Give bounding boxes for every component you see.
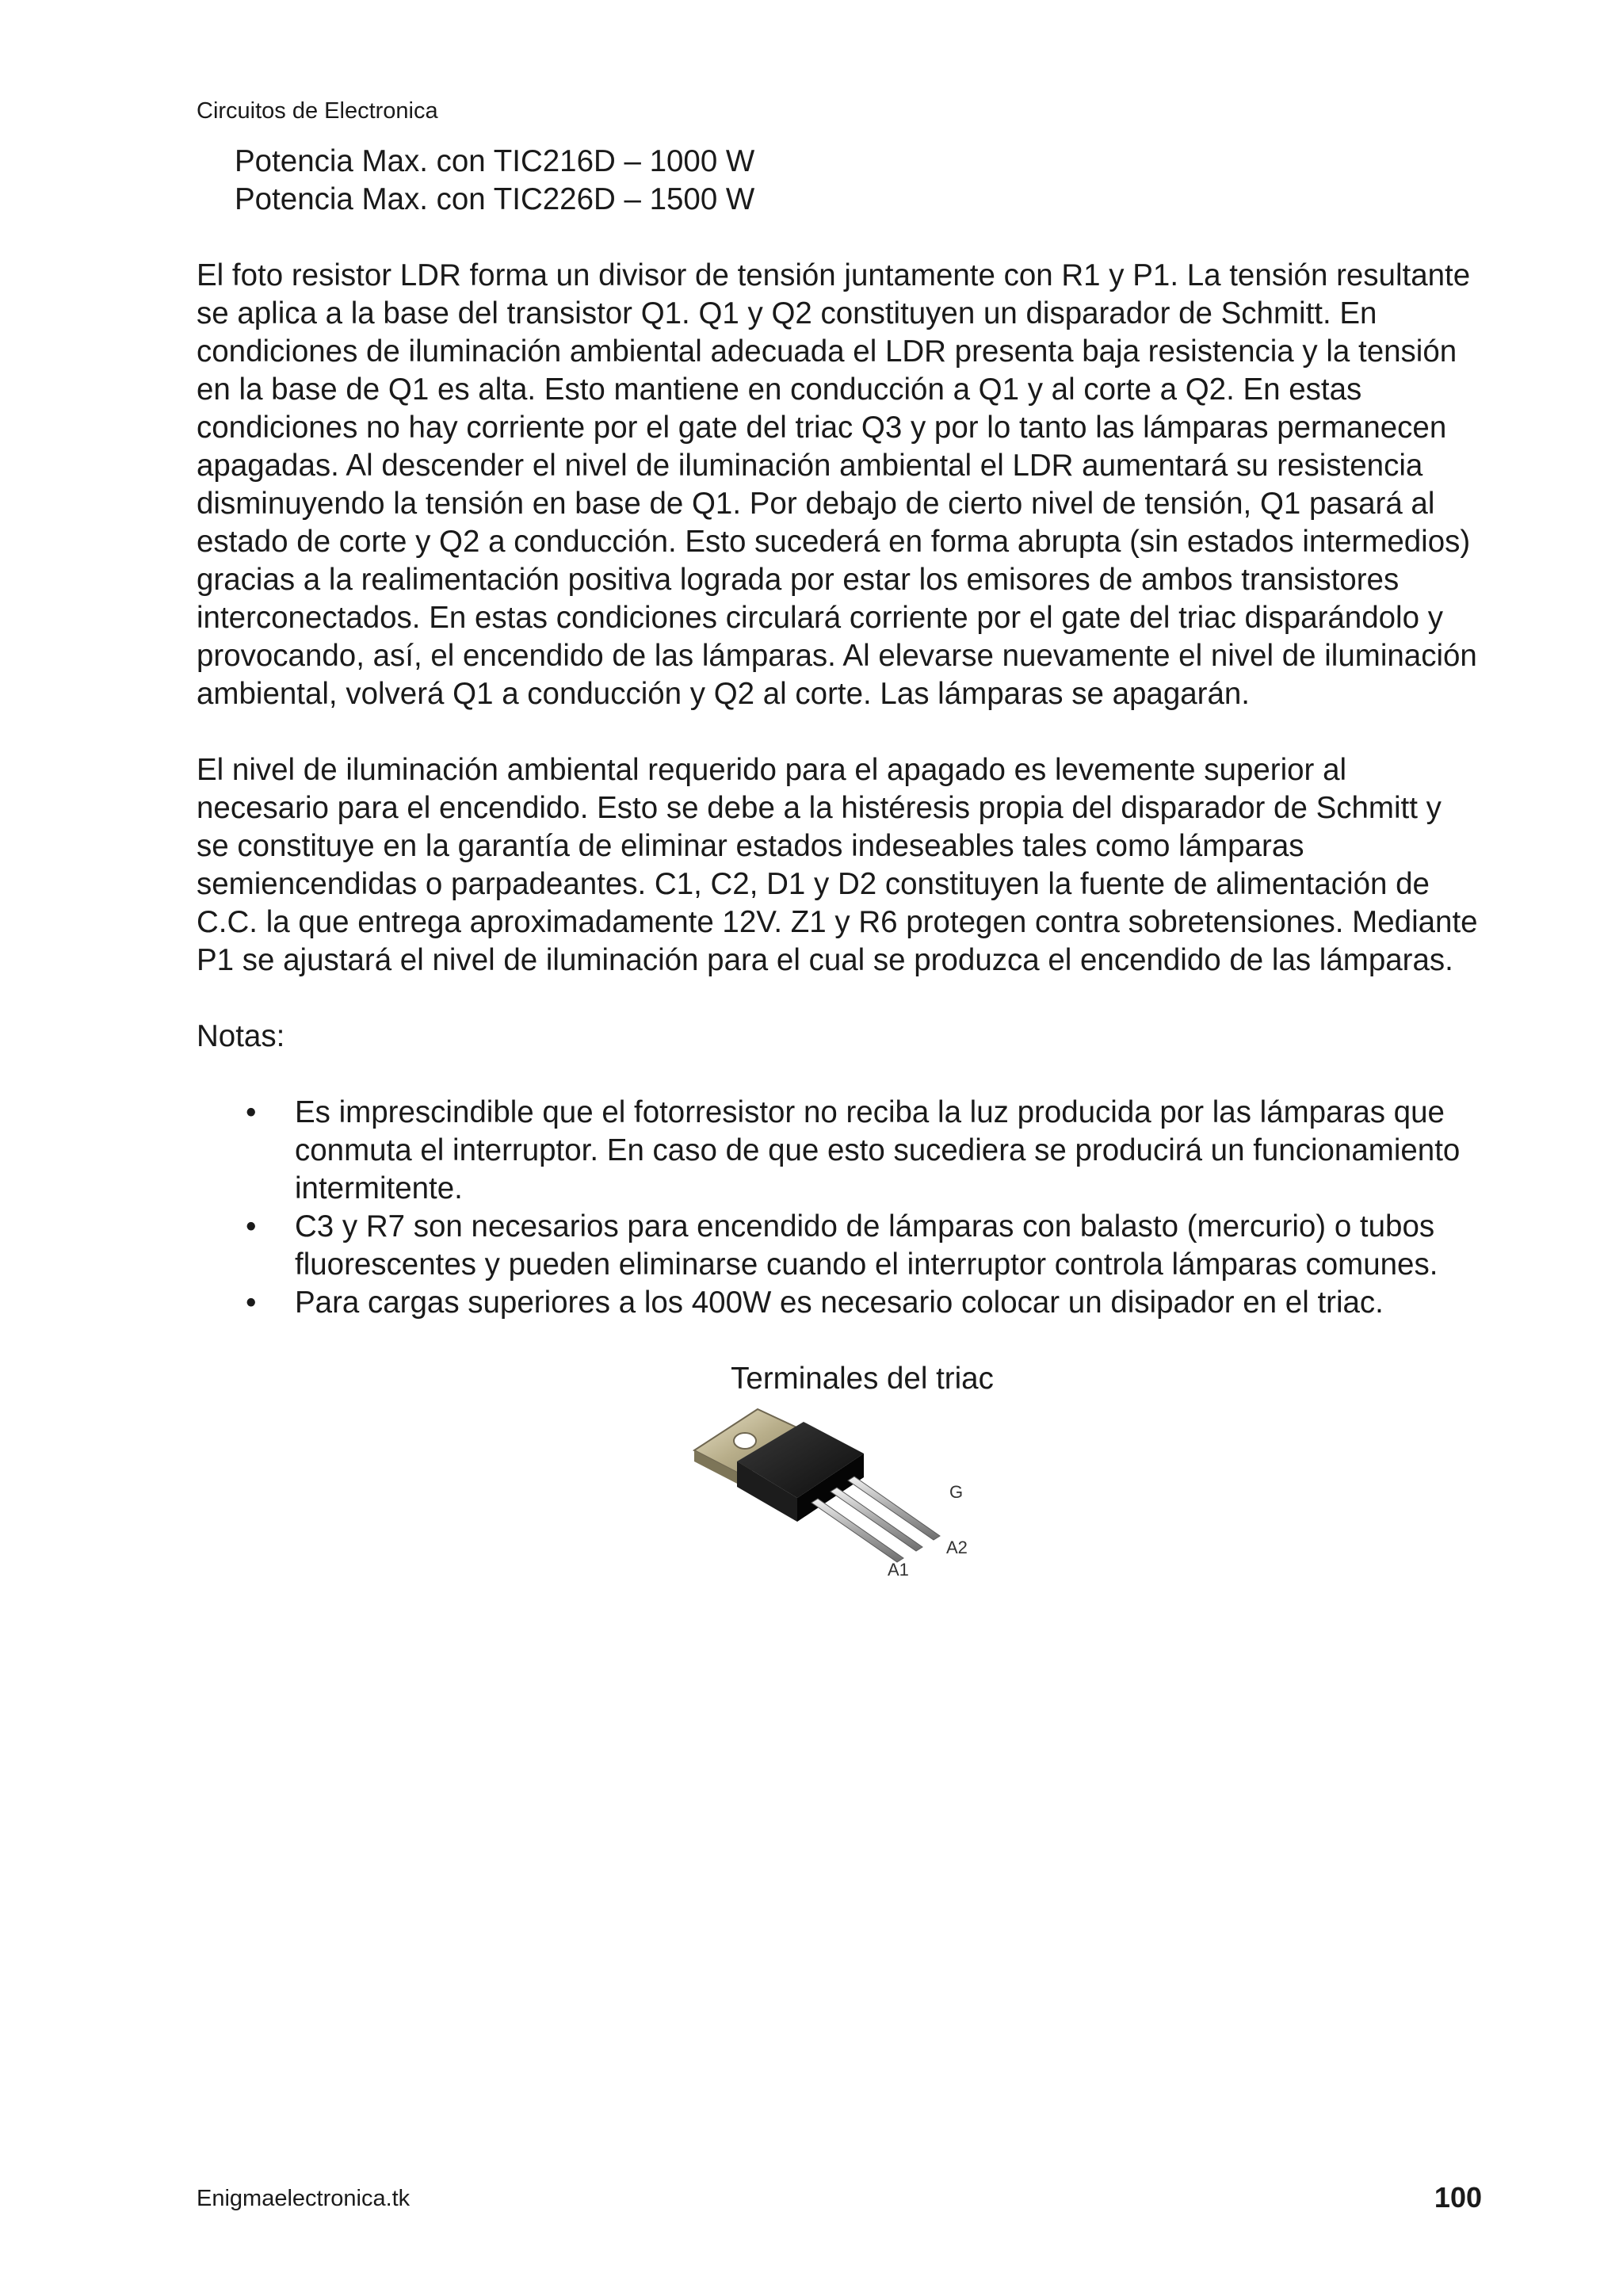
body-paragraph: El nivel de iluminación ambiental requerido para el apagado es levemente superior al necesario para el encendido. Esto se debe a la histéresis propia del disparador de Schmitt y se constituye en la garantía de eliminar estados indeseables tales como lámparas semiencendidas o parpadeantes. C1, C2, D1 y D2 constituyen la fuente de alimentación de C.C. la que entrega aproximadamente 12V. Z1 y R6 protegen contra sobretensiones. Mediante P1 se ajustará el nivel de iluminación para el cual se produzca el encendido de las lámparas. xyxy=(197,753,1478,977)
notes-heading: Notas: xyxy=(197,1019,285,1053)
running-header: Circuitos de Electronica xyxy=(197,98,438,124)
bullet-icon: • xyxy=(246,1286,257,1320)
a1-pin-label: A1 xyxy=(888,1560,909,1580)
page-number: 100 xyxy=(1434,2181,1482,2214)
spec-line: Potencia Max. con TIC216D – 1000 W xyxy=(235,144,755,178)
note-text: Para cargas superiores a los 400W es necesario colocar un disipador en el triac. xyxy=(295,1286,1384,1320)
list-item xyxy=(197,1284,1480,1322)
footer-website: Enigmaelectronica.tk xyxy=(197,2186,411,2211)
notes-list xyxy=(197,1094,1480,1322)
a2-pin-label: A2 xyxy=(946,1538,968,1557)
figure-caption: Terminales del triac xyxy=(731,1362,994,1396)
list-item xyxy=(197,1094,1480,1208)
gate-pin-label: G xyxy=(949,1482,964,1502)
bullet-icon: • xyxy=(246,1209,257,1244)
list-item xyxy=(197,1208,1480,1284)
power-specs xyxy=(197,143,1480,219)
spec-line: Potencia Max. con TIC226D – 1500 W xyxy=(235,182,755,216)
note-text: C3 y R7 son necesarios para encendido de lámparas con balasto (mercurio) o tubos fluorescentes y pueden eliminarse cuando el interruptor controla lámparas comunes. xyxy=(295,1209,1438,1282)
note-text: Es imprescindible que el fotorresistor no reciba la luz producida por las lámparas que conmuta el interruptor. En caso de que esto sucediera se producirá un funcionamiento intermitente. xyxy=(295,1095,1461,1205)
body-paragraph: El foto resistor LDR forma un divisor de tensión juntamente con R1 y P1. La tensión resultante se aplica a la base del transistor Q1. Q1 y Q2 constituyen un disparador de Schmitt. En condiciones de iluminación ambiental adecuada el LDR presenta baja resistencia y la tensión en la base de Q1 es alta. Esto mantiene en conducción a Q1 y al corte a Q2. En estas condiciones no hay corriente por el gate del triac Q3 y por lo tanto las lámparas permanecen apagadas. Al descender el nivel de iluminación ambiental el LDR aumentará su resistencia disminuyendo la tensión en base de Q1. Por debajo de cierto nivel de tensión, Q1 pasará al estado de corte y Q2 a conducción. Esto sucederá en forma abrupta (sin estados intermedios) gracias a la realimentación positiva lograda por estar los emisores de ambos transistores interconectados. En estas condiciones circulará corriente por el gate del triac disparándolo y provocando, así, el encendido de las lámparas. Al elevarse nuevamente el nivel de iluminación ambiental, volverá Q1 a conducción y Q2 al corte. Las lámparas se apagarán. xyxy=(197,258,1477,711)
triac-figure xyxy=(197,1360,1480,1587)
bullet-icon: • xyxy=(246,1095,257,1129)
triac-package-image xyxy=(685,1404,1002,1587)
page-content xyxy=(197,143,1480,1587)
